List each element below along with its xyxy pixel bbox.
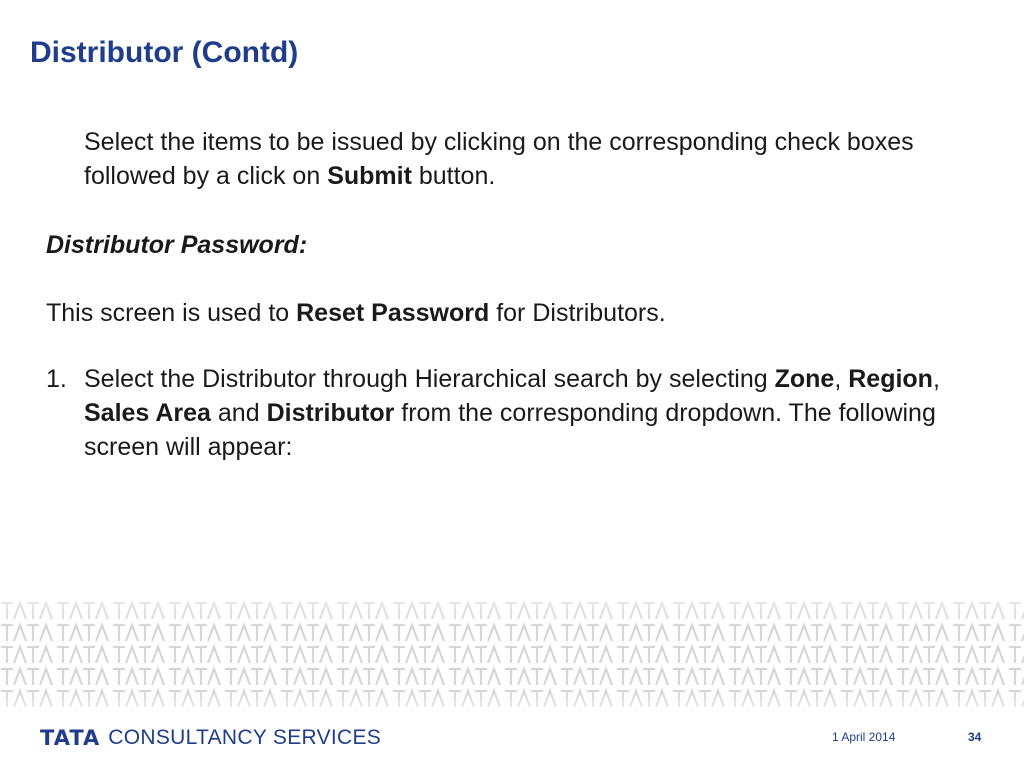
- bold-reset-password: Reset Password: [296, 299, 490, 327]
- logo-consultancy-services: CONSULTANCY SERVICES: [108, 726, 382, 749]
- paragraph-text: This screen is used to: [46, 299, 297, 327]
- paragraph-submit-instructions: [84, 125, 984, 193]
- list-item-number: 1.: [46, 365, 67, 393]
- footer-date: 1 April 2014: [832, 730, 896, 744]
- bold-distributor: Distributor: [266, 399, 395, 427]
- paragraph-text-end: button.: [411, 162, 496, 190]
- list-item-text: [84, 362, 986, 464]
- tcs-logo: [40, 724, 381, 752]
- slide-title: Distributor (Contd): [30, 36, 299, 69]
- separator: ,: [834, 365, 849, 393]
- bold-zone: Zone: [774, 365, 835, 393]
- paragraph-text-end: for Distributors.: [489, 299, 666, 327]
- bold-submit: Submit: [327, 162, 412, 190]
- list-text-end: from the corresponding dropdown. The following screen will appear:: [84, 399, 936, 461]
- list-text: Select the Distributor through Hierarchical search by selecting: [84, 365, 775, 393]
- tata-logo-pattern: [0, 600, 1024, 712]
- list-item: [46, 362, 986, 464]
- bold-sales-area: Sales Area: [84, 399, 211, 427]
- separator: ,: [932, 365, 940, 393]
- page-number: 34: [968, 730, 982, 744]
- paragraph-reset-password: [46, 296, 666, 330]
- separator: and: [210, 399, 267, 427]
- paragraph-text: Select the items to be issued by clicking on the corresponding check boxes followed by a click on: [84, 128, 914, 190]
- bold-region: Region: [848, 365, 933, 393]
- subheading-distributor-password: Distributor Password:: [46, 231, 308, 259]
- logo-tata: TATA: [40, 726, 101, 750]
